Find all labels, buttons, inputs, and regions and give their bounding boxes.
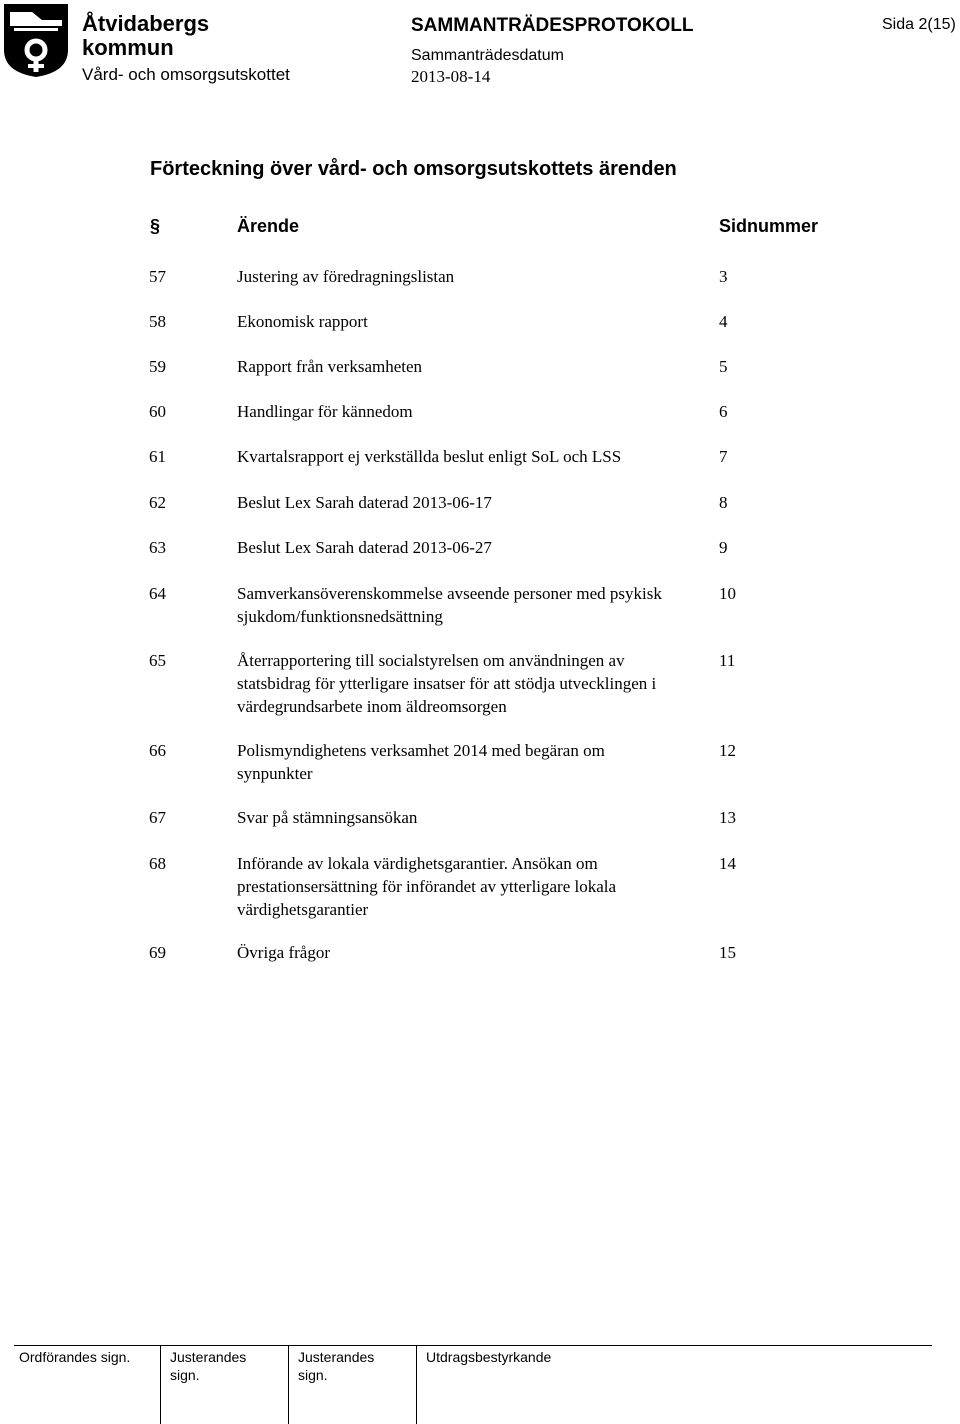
case-title: Samverkansöverenskommelse avseende personer med psykisk sjukdom/funktionsnedsättning <box>237 584 662 626</box>
case-page: 14 <box>719 854 736 873</box>
case-page: 4 <box>719 312 728 331</box>
case-title: Införande av lokala värdighetsgarantier. Ansökan om prestationsersättning för införandet av ytterligare lokala värdighetsgarantier <box>237 854 617 919</box>
case-title: Handlingar för kännedom <box>237 402 413 421</box>
page-column-header: Sidnummer <box>719 216 819 236</box>
adjuster-signature-box <box>161 1346 289 1424</box>
case-number: 65 <box>149 651 166 670</box>
case-number: 60 <box>149 402 166 421</box>
case-title: Ekonomisk rapport <box>237 312 368 331</box>
case-number: 58 <box>149 312 166 331</box>
document-type: SAMMANTRÄDESPROTOKOLL <box>411 15 694 36</box>
case-page: 13 <box>719 808 736 827</box>
case-number: 63 <box>149 538 166 557</box>
page-number: Sida 2(15) <box>882 16 956 33</box>
case-title: Svar på stämningsansökan <box>237 808 418 827</box>
case-page: 12 <box>719 741 736 760</box>
case-number: 57 <box>149 267 166 286</box>
case-number: 62 <box>149 493 166 512</box>
org-name: Åtvidabergs kommun <box>82 11 210 60</box>
meeting-date: 2013-08-14 <box>411 67 491 86</box>
case-page: 3 <box>719 267 728 286</box>
paragraph-column-header: § <box>150 216 161 236</box>
adjuster-signature-label: Justerandes <box>298 1349 375 1365</box>
adjuster-signature-label: Justerandes <box>170 1349 247 1365</box>
org-unit: Vård- och omsorgsutskottet <box>82 65 290 84</box>
case-title: Rapport från verksamheten <box>237 357 423 376</box>
case-page: 9 <box>719 538 728 557</box>
chair-signature-box <box>14 1346 161 1424</box>
case-number: 66 <box>149 741 166 760</box>
case-page: 15 <box>719 943 736 962</box>
case-title: Polismyndighetens verksamhet 2014 med begäran om synpunkter <box>237 741 605 783</box>
case-number: 67 <box>149 808 166 827</box>
case-page: 5 <box>719 357 728 376</box>
meeting-date-label: Sammanträdesdatum <box>411 47 564 64</box>
adjuster-signature-box <box>289 1346 417 1424</box>
case-page: 8 <box>719 493 728 512</box>
extract-certification-label: Utdragsbestyrkande <box>426 1349 552 1365</box>
case-title: Återrapportering till socialstyrelsen om användningen av statsbidrag för ytterligare insatser för att stödja utvecklingen i värdegrundsarbete inom äldreomsorgen <box>237 651 657 716</box>
signature-footer <box>0 1346 960 1424</box>
case-title: Beslut Lex Sarah daterad 2013-06-17 <box>237 493 492 512</box>
case-page: 6 <box>719 402 728 421</box>
case-page: 11 <box>719 651 736 670</box>
extract-certification-box <box>417 1346 932 1424</box>
case-number: 64 <box>149 584 166 603</box>
case-title: Övriga frågor <box>237 943 330 962</box>
case-title: Beslut Lex Sarah daterad 2013-06-27 <box>237 538 492 557</box>
adjuster-signature-sub: sign. <box>298 1367 328 1383</box>
case-number: 61 <box>149 447 166 466</box>
case-number: 69 <box>149 943 166 962</box>
case-title: Kvartalsrapport ej verkställda beslut enligt SoL och LSS <box>237 447 622 466</box>
case-column-header: Ärende <box>237 216 300 236</box>
chair-signature-label: Ordförandes sign. <box>19 1349 131 1365</box>
case-number: 68 <box>149 854 166 873</box>
case-number: 59 <box>149 357 166 376</box>
case-page: 7 <box>719 447 728 466</box>
case-page: 10 <box>719 584 736 603</box>
case-title: Justering av föredragningslistan <box>237 267 455 286</box>
adjuster-signature-sub: sign. <box>170 1367 200 1383</box>
page-title: Förteckning över vård- och omsorgsutskottets ärenden <box>150 158 677 180</box>
